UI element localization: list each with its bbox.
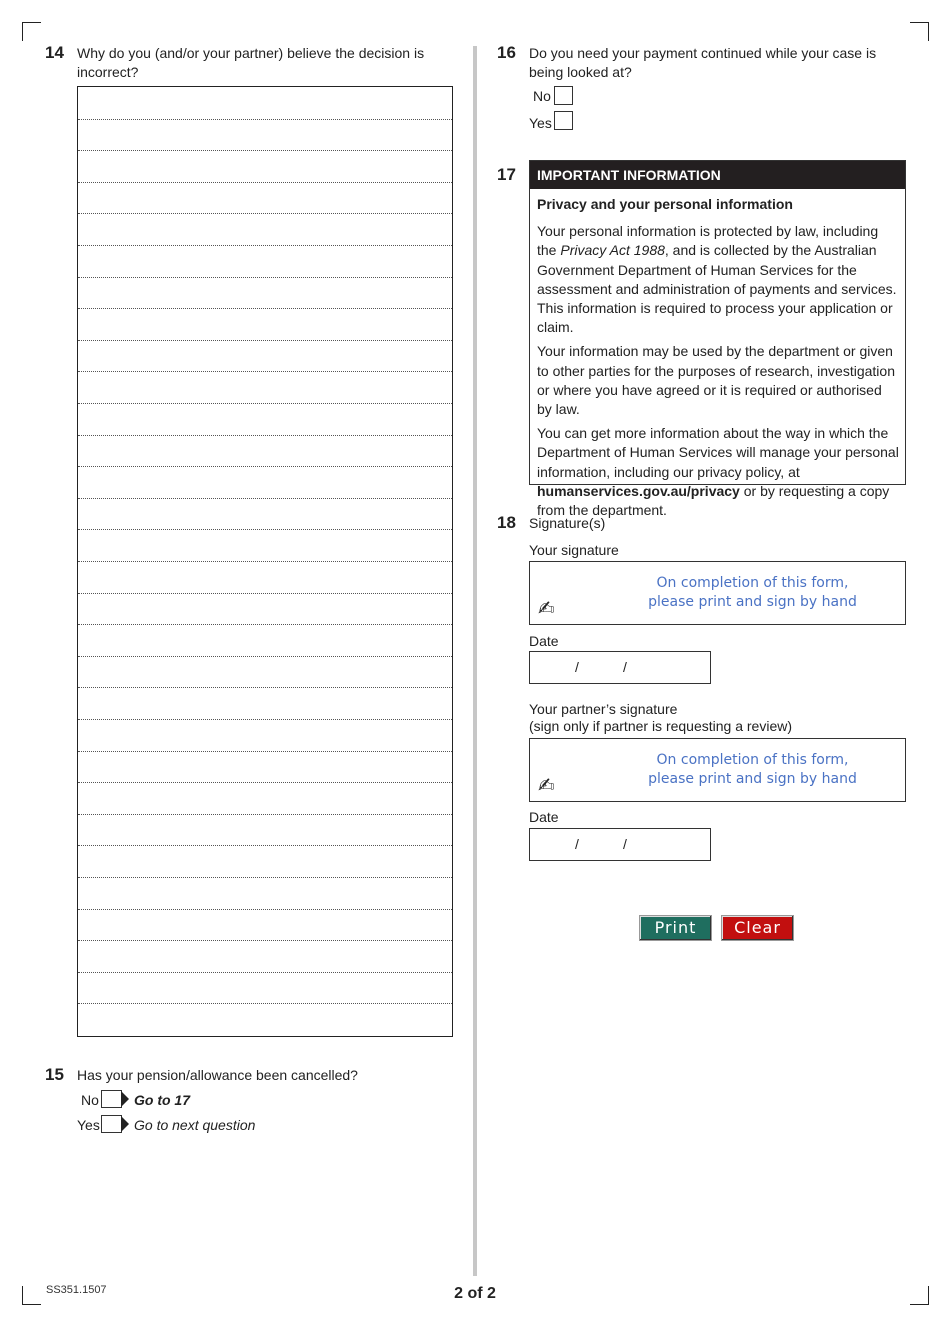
crop-mark-top-left — [22, 22, 41, 41]
q16-yes-checkbox[interactable] — [554, 111, 573, 130]
q16-no-checkbox[interactable] — [554, 86, 573, 105]
q15-no-goto: Go to 17 — [134, 1092, 191, 1108]
q14-number: 14 — [45, 43, 64, 62]
q15-yes-checkbox[interactable] — [101, 1115, 131, 1134]
writing-hand-icon: ✍ — [538, 596, 555, 620]
partner-signature-box[interactable] — [529, 738, 906, 802]
q15-no-label: No — [81, 1092, 99, 1108]
date-separator: / — [575, 659, 579, 675]
answer-line — [78, 182, 452, 183]
answer-line — [78, 308, 452, 309]
answer-line — [78, 561, 452, 562]
answer-line — [78, 909, 452, 910]
answer-line — [78, 371, 452, 372]
privacy-paragraph-2: Your information may be used by the department or given to other parties for the purposes of research, investigation or where you have agreed or it is required or authorised by law. — [537, 343, 895, 418]
q16-yes-label: Yes — [529, 115, 552, 131]
arrow-right-icon — [121, 1116, 129, 1132]
arrow-right-icon — [121, 1091, 129, 1107]
page-number: 2 of 2 — [454, 1285, 496, 1302]
q15-no-checkbox[interactable] — [101, 1090, 131, 1109]
answer-line — [78, 245, 452, 246]
q15-number: 15 — [45, 1065, 64, 1084]
print-button[interactable]: Print — [639, 915, 712, 941]
answer-line — [78, 529, 452, 530]
answer-line — [78, 782, 452, 783]
answer-line — [78, 751, 452, 752]
partner-signature-note: (sign only if partner is requesting a review) — [529, 718, 793, 734]
answer-line — [78, 814, 452, 815]
answer-line — [78, 213, 452, 214]
crop-mark-top-right — [910, 22, 929, 41]
q15-question: Has your pension/allowance been cancelled? — [77, 1067, 358, 1083]
answer-line — [78, 593, 452, 594]
q15-yes-goto: Go to next question — [134, 1117, 256, 1133]
date-separator: / — [623, 836, 627, 852]
answer-line — [78, 940, 452, 941]
answer-line — [78, 719, 452, 720]
clear-button[interactable]: Clear — [721, 915, 794, 941]
privacy-subheading: Privacy and your personal information — [537, 196, 793, 212]
answer-line — [78, 498, 452, 499]
answer-line — [78, 687, 452, 688]
answer-line — [78, 656, 452, 657]
answer-line — [78, 972, 452, 973]
important-information-box — [529, 160, 906, 519]
q16-number: 16 — [497, 43, 516, 62]
answer-line — [78, 877, 452, 878]
answer-line — [78, 435, 452, 436]
answer-line — [78, 340, 452, 341]
writing-hand-icon: ✍ — [538, 773, 555, 797]
signature-placeholder: On completion of this form, please print and sign by hand — [648, 752, 857, 787]
answer-line — [78, 1003, 452, 1004]
answer-line — [78, 119, 452, 120]
q18-question: Signature(s) — [529, 515, 606, 531]
answer-line — [78, 845, 452, 846]
signature-placeholder: On completion of this form, please print and sign by hand — [648, 575, 857, 610]
partner-signature-date-field[interactable] — [529, 828, 711, 861]
date-separator: / — [575, 836, 579, 852]
privacy-link[interactable]: humanservices.gov.au/privacy — [537, 482, 740, 499]
q17-number: 17 — [497, 165, 516, 184]
answer-line — [78, 150, 452, 151]
answer-line — [78, 277, 452, 278]
privacy-paragraph-1: Your personal information is protected by law, including the Privacy Act 1988, and is collected by the Australian Government Department of Human Services for the assessment and administration of payments and services. This information is required to process your application or claim. — [537, 223, 897, 336]
q15-yes-label: Yes — [77, 1117, 100, 1133]
partner-date-label: Date — [529, 809, 559, 825]
your-signature-date-field[interactable] — [529, 651, 711, 684]
form-code: SS351.1507 — [46, 1284, 107, 1296]
q16-no-label: No — [533, 88, 551, 104]
important-information-heading: IMPORTANT INFORMATION — [530, 161, 905, 189]
date-separator: / — [623, 659, 627, 675]
answer-line — [78, 624, 452, 625]
date-label: Date — [529, 633, 559, 649]
q14-answer-area[interactable] — [77, 86, 453, 1037]
partner-signature-label: Your partner’s signature — [529, 701, 678, 717]
q16-question: Do you need your payment continued while your case is being looked at? — [529, 45, 877, 80]
your-signature-box[interactable] — [529, 561, 906, 625]
q14-question: Why do you (and/or your partner) believe the decision is incorrect? — [77, 45, 425, 80]
your-signature-label: Your signature — [529, 542, 619, 558]
answer-line — [78, 403, 452, 404]
column-divider — [473, 46, 477, 1276]
answer-line — [78, 466, 452, 467]
privacy-paragraph-3: You can get more information about the way in which the Department of Human Services will manage your personal information, including our privacy policy, at humanservices.gov.au/privacy or by requesting a copy from the department. — [537, 425, 899, 519]
q18-number: 18 — [497, 513, 516, 532]
